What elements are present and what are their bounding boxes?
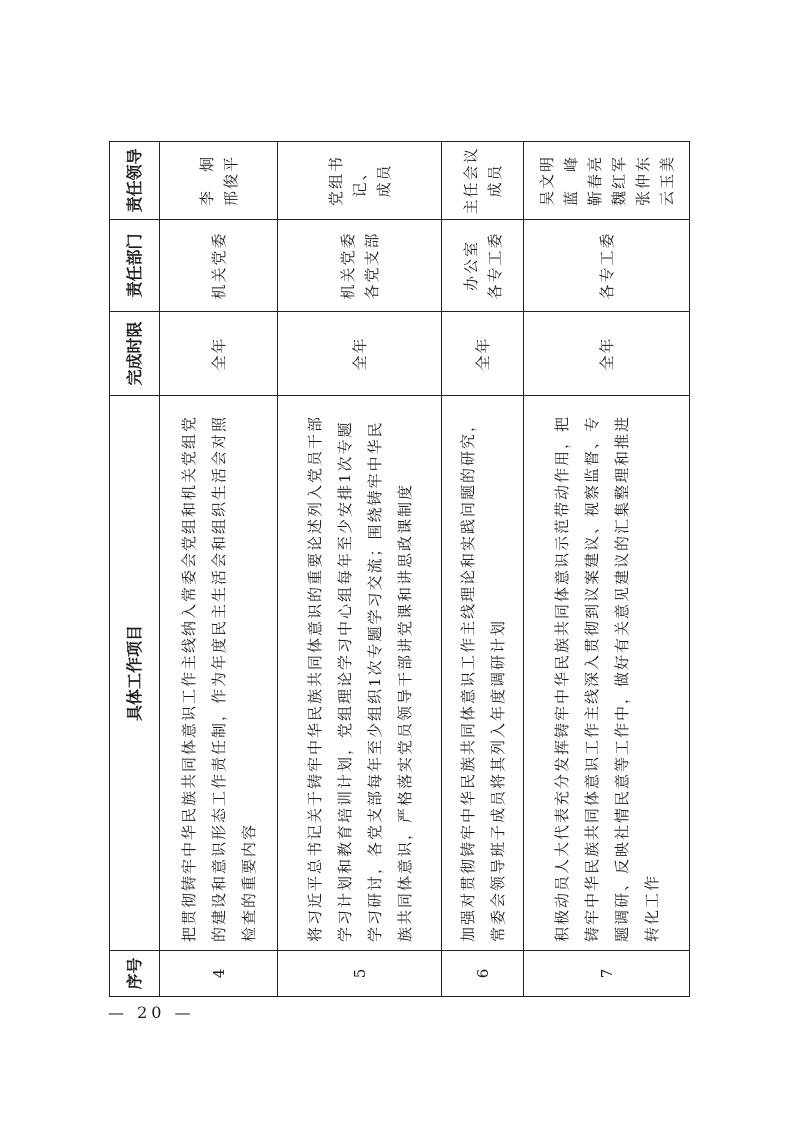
lead-line: 吴文明: [537, 155, 556, 207]
table-row: [442, 142, 524, 997]
lead-line: 云玉美: [657, 155, 676, 207]
row-dept: [524, 220, 690, 312]
page-number: — 20 —: [108, 1003, 195, 1022]
header-lead: 责任领导: [110, 142, 160, 220]
lead-line: 主任会议: [461, 146, 480, 215]
header-item: 具体工作项目: [110, 396, 160, 951]
table-header-row: [110, 142, 160, 997]
row-item: 将习近平总书记关于铸牢中华民族共同体意识的重要论述列入党员干部学习计划和教育培训计划，党组理论学习中心组每年至少安排1次专题学习研讨，各党支部每年至少组织1次专题学习交流；围绕铸牢中华民族共同体意识，严格落实党员领导干部讲党课和讲思政课制度: [278, 396, 442, 951]
dept-line: 各专工委: [597, 231, 616, 300]
lead-line: 党组书记、: [326, 155, 369, 207]
table-row: [160, 142, 278, 997]
header-time: 完成时限: [110, 312, 160, 396]
row-dept: [278, 220, 442, 312]
row-item: 积极动员人大代表充分发挥铸牢中华民族共同体意识示范带动作用，把铸牢中华民族共同体意识工作主线深入贯彻到议案建议、视察监督、专题调研、反映社情民意等工作中，做好有关意见建议的汇集整理和推进转化工作: [524, 396, 690, 951]
row-lead: [524, 142, 690, 220]
dept-line: 办公室: [461, 240, 480, 292]
row-lead: [442, 142, 524, 220]
dept-line: 机关党委: [209, 231, 228, 300]
row-item: 加强对贯彻铸牢中华民族共同体意识工作主线理论和实践问题的研究，常委会领导班子成员将其列入年度调研计划: [442, 396, 524, 951]
row-dept: [160, 220, 278, 312]
lead-line: 靳春亮: [585, 155, 604, 207]
row-time: 全年: [442, 312, 524, 396]
dept-line: 各专工委: [485, 231, 504, 300]
row-time: 全年: [278, 312, 442, 396]
work-items-table: [109, 141, 690, 997]
row-lead: [278, 142, 442, 220]
lead-line: 成员: [485, 163, 504, 198]
lead-line: 魏红军: [609, 155, 628, 207]
row-seq: 7: [524, 951, 690, 997]
row-seq: 6: [442, 951, 524, 997]
table-row: [278, 142, 442, 997]
row-time: 全年: [524, 312, 690, 396]
row-seq: 5: [278, 951, 442, 997]
dept-line: 各党支部: [362, 231, 381, 300]
row-time: 全年: [160, 312, 278, 396]
row-lead: [160, 142, 278, 220]
lead-line: 成员: [374, 163, 393, 198]
header-dept: 责任部门: [110, 220, 160, 312]
row-item: 把贯彻铸牢中华民族共同体意识工作主线纳入常委会党组和机关党组党的建设和意识形态工作责任制，作为年度民主生活会和组织生活会对照检查的重要内容: [160, 396, 278, 951]
lead-line: 李 炯: [197, 155, 216, 207]
lead-line: 张仲东: [633, 155, 652, 207]
header-seq: 序号: [110, 951, 160, 997]
row-dept: [442, 220, 524, 312]
rotated-table-wrapper: [109, 142, 689, 997]
lead-line: 蓝 峰: [561, 155, 580, 207]
lead-line: 邢俊平: [221, 155, 240, 207]
table-row: [524, 142, 690, 997]
row-seq: 4: [160, 951, 278, 997]
dept-line: 机关党委: [338, 231, 357, 300]
